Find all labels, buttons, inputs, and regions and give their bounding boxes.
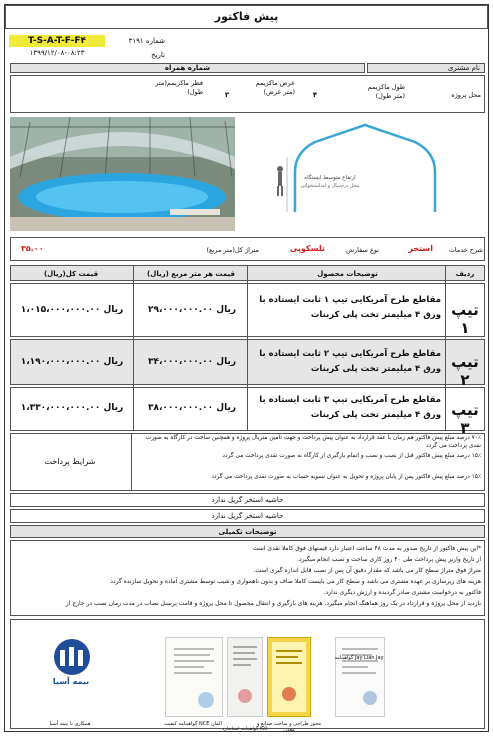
- order-type-label: نوع سفارش: [346, 246, 379, 254]
- cert-caption: مجوز طراحی و ساخت صنایع و معدن: [256, 721, 322, 733]
- diagram-caption: ارتفاع متوسط ایستگاه: [304, 175, 356, 181]
- row-unit-price: ریال ۲۹،۰۰۰،۰۰۰.۰۰: [147, 305, 237, 315]
- row-desc: مقاطع طرح آمریکایی تیپ ۲ ثابت ایستاده با ورق ۴ میلیمتر تخت پلی کربنات: [259, 349, 441, 374]
- note-line: از تاریخ واریز پیش پرداخت طی ۴۰ روز کاری ساخت و نصب انجام میگیرد.: [297, 556, 481, 563]
- certificate-image: [267, 637, 311, 717]
- location-label: محل پروژه: [451, 91, 481, 99]
- pool-photo: [10, 117, 235, 231]
- margin-note-2: حاشیه استخر گریل ندارد: [10, 509, 485, 523]
- payment-label: شرایط پرداخت: [44, 457, 96, 466]
- payment-term: ۷۰٪ درصد مبلغ پیش فاکتور هم زمان با عقد قرارداد به عنوان پیش پرداخت و جهت تامین متریال پروژه و همچنین ساخت در کارگاه به صورت نقدی پرداخت می گردد: [145, 435, 481, 449]
- invoice-date: ۱۳۹۹/۱۲/۰۸-۰۸:۲۳: [29, 49, 85, 57]
- note-line: *این پیش فاکتور از تاریخ صدور به مدت ۴۸ ساعت اعتبار دارد قیمتهای فوق کاملا نقدی است: [252, 545, 481, 552]
- col-total: قیمت کل(ریال): [43, 270, 99, 278]
- note-line: فاکتور به درخواست مشتری صادر گردیده و ارزش دیگری ندارد.: [323, 589, 481, 596]
- row-desc: مقاطع طرح آمریکایی تیپ ۱ ثابت ایستاده با ورق ۴ میلیمتر تخت پلی کربنات: [259, 295, 441, 320]
- width-label: عرض ماکزیمم (متر عرض): [255, 79, 295, 96]
- certificate-image: [335, 637, 385, 717]
- width-value: ۳: [224, 91, 230, 99]
- customer-label: نام مشتری: [367, 63, 485, 73]
- length-value: ۴: [312, 91, 318, 99]
- row-type: تیپ ۱: [451, 301, 479, 337]
- col-unit-price: قیمت هر متر مربع (ریال): [147, 270, 235, 278]
- cert-caption: همکاری با بیمه آسیا: [49, 721, 91, 727]
- row-type: تیپ ۳: [451, 401, 479, 437]
- row-total: ریال ۱،۰۱۵،۰۰۰،۰۰۰.۰۰: [20, 305, 124, 315]
- payment-divider: [131, 433, 132, 491]
- diagram-caption-2: محل نرم‌سال و لبه‌استخوانی: [300, 183, 360, 189]
- row-desc: مقاطع طرح آمریکایی تیپ ۳ ثابت ایستاده با ورق ۴ میلیمتر تخت پلی کربنات: [259, 395, 441, 420]
- service-type-label: شرح خدمات: [448, 246, 483, 254]
- invoice-code: T-S-A-T-F-F۴: [9, 35, 105, 47]
- col-desc: توضیحات محصول: [317, 270, 378, 278]
- row-unit-price: ریال ۳۸،۰۰۰،۰۰۰.۰۰: [147, 403, 237, 413]
- col-divider: [247, 265, 248, 431]
- area-value: ۳۵.۰۰: [21, 244, 44, 253]
- col-divider: [133, 265, 134, 431]
- margin-note-1: حاشیه استخر گریل ندارد: [10, 493, 485, 507]
- supplementary-label: توضیحات تکمیلی: [10, 525, 485, 538]
- row-total: ریال ۱،۳۳۰،۰۰۰،۰۰۰.۰۰: [20, 403, 124, 413]
- service-type-value: استخر: [408, 244, 433, 253]
- page-title: پیش فاکتور: [214, 10, 279, 23]
- mobile-label: شماره همراه: [10, 63, 365, 73]
- structure-diagram: [255, 117, 485, 231]
- row-total: ریال ۱،۱۹۰،۰۰۰،۰۰۰.۰۰: [20, 357, 124, 367]
- col-divider: [445, 265, 446, 431]
- diameter-label: قطر ماکزیمم(متر طول): [155, 79, 203, 96]
- notes-list: [13, 543, 481, 609]
- note-line: هزینه های زیرسازی بر عهده مشتری می باشد و سطح کار می بایست کاملا صاف و بدون ناهمواری و شیب توسط مشتری آماده و تحویل سازنده گردد: [110, 578, 481, 585]
- row-type: تیپ ۲: [451, 353, 479, 389]
- certificate-image: [165, 637, 223, 717]
- note-line: متراژ فوق متراژ سطح کار می باشد که مقدار دقیق آن پس از نصب قابل اندازه گیری است.: [253, 567, 481, 574]
- col-row: ردیف: [455, 270, 475, 278]
- number-label: شماره ۳۱۹۱: [128, 37, 165, 45]
- number-value: ۳۱۹۱: [128, 37, 144, 45]
- payment-term: ۱۵٪ درصد مبلغ پیش فاکتور قبل از نصب و نصب و اتمام بارگیری از کارگاه به صورت نقدی پرداخت می گردد: [222, 453, 481, 459]
- invoice-page: [4, 4, 489, 732]
- payment-term: ۱۵٪ درصد مبلغ پیش فاکتور پس از پایان پروژه و تحویل به عنوان تسویه حساب به صورت نقدی پرداخت می گردد: [211, 474, 481, 480]
- certificate-image: [227, 637, 263, 717]
- logo-text: بیمه آسیا: [52, 677, 90, 686]
- order-type-value: تلسکوپی: [289, 244, 325, 253]
- area-label: متراژ کل(متر مربع): [206, 246, 259, 254]
- date-label: تاریخ: [151, 51, 165, 59]
- cert-caption: گواهینامه Jay Lian Jay: [334, 655, 384, 661]
- note-line: بازدید از محل پروژه و قرارداد در یک روز هماهنگ انجام میگیرد. هزینه های بارگیری و انتقال محصول تا محل پروژه و قامت پرسنل نصاب در مدت زمان نصب در خارج از: [65, 600, 481, 607]
- length-label: طول ماکزیمم (متر طول): [367, 83, 405, 100]
- cert-caption: گواهینامه استاندارد ISO: [222, 727, 268, 732]
- row-unit-price: ریال ۳۴،۰۰۰،۰۰۰.۰۰: [147, 357, 237, 367]
- cert-caption: گواهینامه کیفیت NCE المان: [164, 721, 222, 727]
